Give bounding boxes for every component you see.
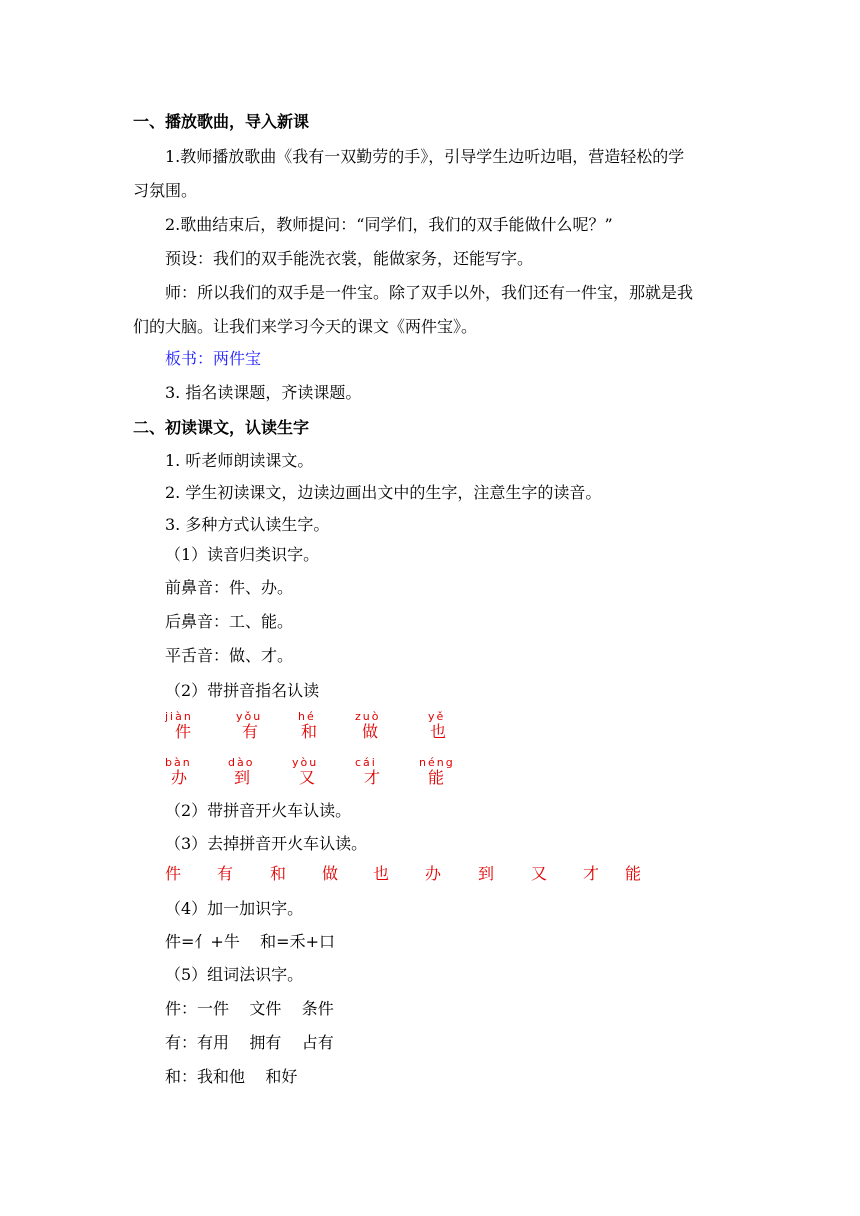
paragraph-question: 2.歌曲结束后，教师提问：“同学们，我们的双手能做什么呢？”: [165, 215, 613, 234]
sub-step-4: （4）加一加识字。: [165, 899, 304, 918]
sub-step-5: （5）组词法识字。: [165, 965, 304, 984]
pinyin: yě: [428, 710, 446, 723]
pinyin: bàn: [165, 756, 192, 769]
new-char: 又: [531, 864, 548, 883]
new-char: 和: [270, 864, 287, 883]
new-char: 能: [625, 864, 642, 883]
pinyin: yòu: [292, 756, 319, 769]
new-char: 办: [425, 864, 442, 883]
section-heading-1: 一、播放歌曲，导入新课: [133, 112, 310, 131]
step-methods: 3. 多种方式认读生字。: [165, 515, 330, 534]
new-char: 做: [322, 864, 339, 883]
board-writing: 板书：两件宝: [165, 349, 262, 368]
step-listen: 1. 听老师朗读课文。: [165, 451, 314, 470]
word-group-2: 有：有用 拥有 占有: [165, 1033, 334, 1052]
paragraph-song: 1.教师播放歌曲《我有一双勤劳的手》，引导学生边听边唱，营造轻松的学: [165, 147, 685, 166]
new-char: 也: [373, 864, 390, 883]
pinyin: yǒu: [236, 710, 263, 723]
add-formula: 件=亻+牛 和=禾+口: [165, 932, 335, 951]
flat-tongue: 平舌音：做、才。: [165, 646, 294, 665]
pinyin: cái: [355, 756, 377, 769]
hanzi: 件: [175, 722, 192, 741]
new-char: 有: [217, 864, 234, 883]
sub-step-2: （2）带拼音指名认读: [165, 681, 320, 700]
paragraph-teacher-cont: 们的大脑。让我们来学习今天的课文《两件宝》。: [133, 317, 478, 336]
hanzi: 到: [234, 768, 251, 787]
hanzi: 和: [301, 722, 318, 741]
pinyin: hé: [298, 710, 316, 723]
hanzi: 也: [430, 722, 447, 741]
sub-step-3: （3）去掉拼音开火车认读。: [165, 834, 368, 853]
hanzi: 办: [171, 768, 188, 787]
front-nasal: 前鼻音：件、办。: [165, 578, 294, 597]
paragraph-song-cont: 习氛围。: [133, 181, 198, 200]
section-heading-2: 二、初读课文，认读生字: [133, 418, 310, 437]
sub-step-1: （1）读音归类识字。: [165, 545, 320, 564]
hanzi: 有: [242, 722, 259, 741]
word-group-1: 件：一件 文件 条件: [165, 999, 334, 1018]
paragraph-teacher: 师：所以我们的双手是一件宝。除了双手以外，我们还有一件宝，那就是我: [165, 283, 694, 302]
new-char: 才: [583, 864, 600, 883]
pinyin: zuò: [355, 710, 381, 723]
hanzi: 能: [428, 768, 445, 787]
paragraph-read-title: 3. 指名读课题，齐读课题。: [165, 383, 362, 402]
sub-step-2b: （2）带拼音开火车认读。: [165, 801, 352, 820]
hanzi: 又: [299, 768, 316, 787]
hanzi: 才: [364, 768, 381, 787]
paragraph-preset: 预设：我们的双手能洗衣裳，能做家务，还能写字。: [165, 249, 534, 268]
word-group-3: 和：我和他 和好: [165, 1067, 298, 1086]
pinyin: dào: [228, 756, 255, 769]
new-char: 件: [165, 864, 182, 883]
new-char: 到: [478, 864, 495, 883]
back-nasal: 后鼻音：工、能。: [165, 612, 294, 631]
pinyin: jiàn: [165, 710, 193, 723]
step-first-read: 2. 学生初读课文，边读边画出文中的生字，注意生字的读音。: [165, 483, 602, 502]
pinyin: néng: [419, 756, 455, 769]
hanzi: 做: [362, 722, 379, 741]
